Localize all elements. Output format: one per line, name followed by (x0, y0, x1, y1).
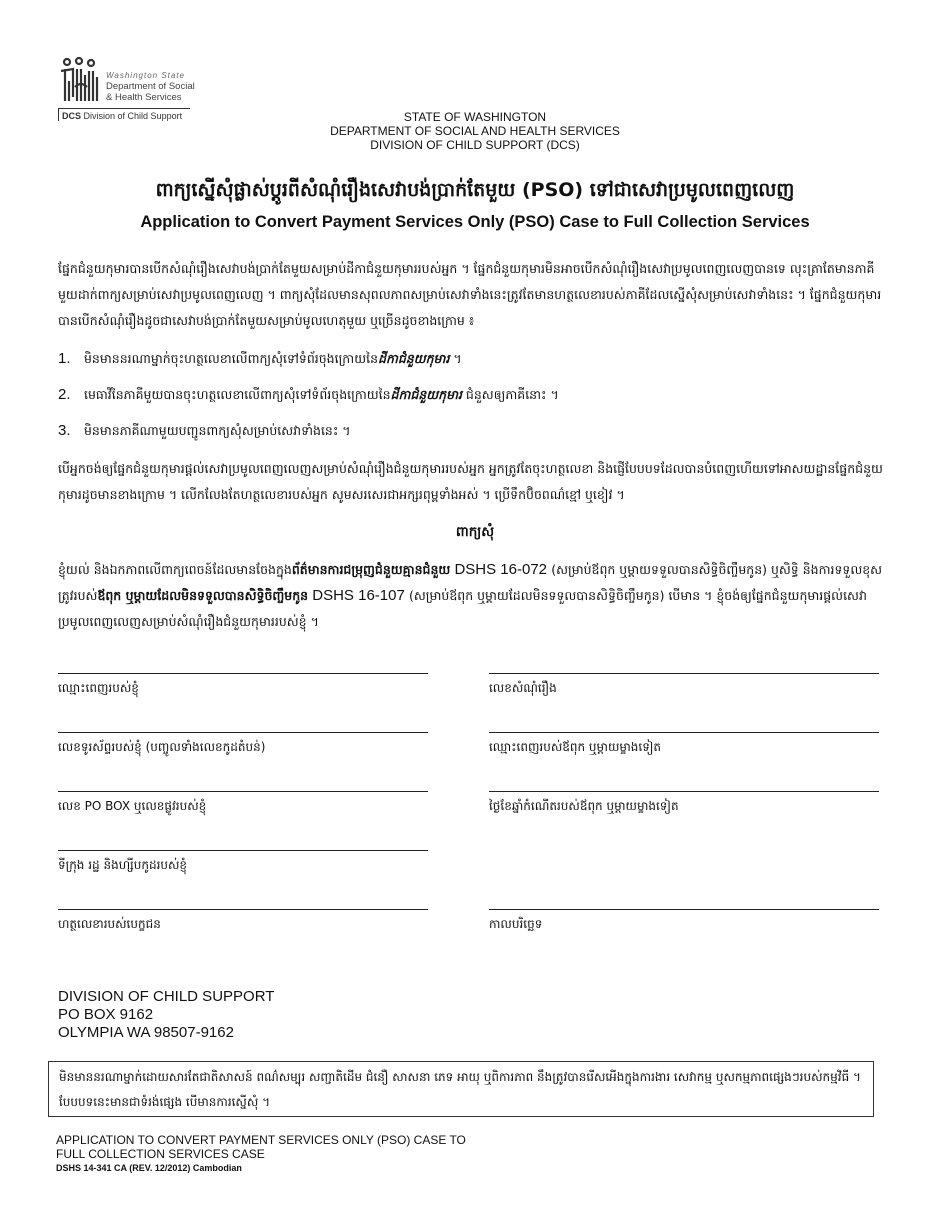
app-text-2: (សម្រាប់ឪពុក ឬម្តាយទទួលបានសិទ្ធិចិញ្ចឹមកូន) ឬសិទ្ធិ និងការទទួលខុសត្រូវរបស់ (58, 562, 883, 603)
date-label: កាលបរិច្ឆេទ (489, 917, 543, 931)
app-bold-2: ឪពុក ឬម្តាយដែលមិនទទួលបានសិទ្ធិចិញ្ចឹមកូន (97, 588, 309, 603)
logo-dept-line1: Department of Social (106, 81, 195, 92)
footer-line2: FULL COLLECTION SERVICES CASE (56, 1147, 265, 1161)
other-parent-name-field[interactable] (489, 732, 879, 757)
po-box-label: លេខ PO BOX ឬលេខផ្លូវរបស់ខ្ញុំ (58, 799, 207, 813)
list-number: 2. (58, 386, 71, 403)
full-name-field[interactable] (58, 673, 428, 698)
list-tail: ។ (449, 351, 462, 366)
form-code-2: DSHS 16-107 (308, 587, 409, 604)
po-box-field[interactable] (58, 791, 428, 816)
list-number: 3. (58, 422, 71, 439)
header-line2: DEPARTMENT OF SOCIAL AND HEALTH SERVICES (330, 124, 620, 138)
logo-dcs-name: Division of Child Support (83, 111, 183, 121)
intro-paragraph: ផ្នែកជំនួយកុមារបានបើកសំណុំរឿងសេវាបង់ប្រាក់តែមួយសម្រាប់ដីកាជំនួយកុមាររបស់អ្នក ។ ផ្នែកជំនួយកុមារមិនអាចបើកសំណុំរឿងសេវាប្រមូលពេញលេញបានទេ លុះត្រាតែមានភាគីមួយដាក់ពាក្យសម្រាប់សេវាប្រមូលពេញលេញ ។ ពាក្យសុំដែលមានសុពលភាពសម្រាប់សេវាទាំងនេះត្រូវតែមានហត្ថលេខារបស់ភាគីដែលស្នើសុំសម្រាប់សេវាទាំងនេះ ។ ផ្នែកជំនួយកុមារបានបើកសំណុំរឿងដូចជាសេវាបង់ប្រាក់តែមួយសម្រាប់មូលហេតុមួយ ឬច្រើនដូចខាងក្រោម ៖ (58, 261, 882, 328)
signature-label: ហត្ថលេខារបស់បេក្ខជន (58, 917, 161, 931)
logo-dept-line2: & Health Services (106, 92, 182, 103)
full-name-label: ឈ្មោះពេញរបស់ខ្ញុំ (58, 681, 139, 695)
app-bold-1: ព័ត៌មានការជម្រុញជំនួយគ្មានជំនួយ (291, 562, 451, 577)
address-line3: OLYMPIA WA 98507-9162 (58, 1024, 234, 1041)
address-line2: PO BOX 9162 (58, 1006, 154, 1023)
application-heading: ពាក្យសុំ (455, 524, 495, 540)
phone-label: លេខទូរស័ព្ទរបស់ខ្ញុំ (បញ្ចូលទាំងលេខកូដតំបន់) (58, 740, 266, 754)
logo-dcs-abbr: DCS (62, 111, 82, 121)
agency-header (0, 110, 950, 152)
title-khmer: ពាក្យស្នើសុំផ្លាស់ប្តូរពីសំណុំរឿងសេវាបង់ប្រាក់តែមួយ (PSO) ទៅជាសេវាប្រមូលពេញលេញ (155, 179, 795, 201)
nondiscrimination-notice: មិនមាននរណាម្នាក់ដោយសារតែជាតិសាសន៍ ពណ៌សម្បុរ សញ្ជាតិដើម ជំនឿ សាសនា ភេទ អាយុ ឬពិការភាព នឹងត្រូវបានរើសអើងក្នុងការងារ សេវាកម្ម ឬសកម្មភាពផ្សេងៗរបស់កម្មវិធី ។ បែបបទនេះមានជាទំរង់ផ្សេង បើមានការស្នើសុំ ។ (48, 1061, 874, 1117)
list-item (58, 350, 462, 370)
city-state-zip-field[interactable] (58, 850, 428, 875)
list-emphasis: ដីកាជំនួយកុមារ (390, 387, 462, 402)
app-text-1: ខ្ញុំយល់ និងឯកភាពលើពាក្យពេចន៍ដែលមានចែងក្នុង (58, 562, 292, 577)
phone-field[interactable] (58, 732, 428, 757)
list-text: មិនមានភាគីណាមួយបញ្ជូនពាក្យសុំសម្រាប់សេវាទាំងនេះ ។ (84, 423, 351, 438)
instructions-paragraph: បើអ្នកចង់ឲ្យផ្នែកជំនួយកុមារផ្តល់សេវាប្រមូលពេញលេញសម្រាប់សំណុំរឿងជំនួយកុមាររបស់អ្នក អ្នកត្រូវតែចុះហត្ថលេខា និងផ្ញើបែបបទដែលបានបំពេញហើយទៅអាសយដ្ឋានផ្នែកជំនួយកុមារដូចមានខាងក្រោម ។ លើកលែងតែហត្ថលេខារបស់អ្នក សូមសរសេរជាអក្សរពុម្ពទាំងអស់ ។ ប្រើទឹកប៊ិចពណ៌ខ្មៅ ឬខៀវ ។ (58, 461, 883, 502)
list-text: មេធាវីនៃភាគីមួយបានចុះហត្ថលេខាលើពាក្យសុំទៅទំព័រចុងក្រោយនៃ (84, 387, 391, 402)
list-number: 1. (58, 350, 71, 367)
case-number-label: លេខសំណុំរឿង (489, 681, 557, 695)
logo-text (106, 70, 195, 103)
list-tail: ជំនួសឲ្យភាគីនោះ ។ (461, 387, 559, 402)
title-english: Application to Convert Payment Services Only (PSO) Case to Full Collection Services (140, 213, 810, 231)
list-item (58, 386, 559, 406)
list-emphasis: ដីកាជំនួយកុមារ (378, 351, 450, 366)
case-number-field[interactable] (489, 673, 879, 698)
footer-line1: APPLICATION TO CONVERT PAYMENT SERVICES ONLY (PSO) CASE TO (56, 1133, 466, 1147)
app-text-3: (សម្រាប់ឪពុក ឬម្តាយដែលមិនទទួលបានសិទ្ធិចិញ្ចឹមកូន) បើមាន ។ ខ្ញុំចង់ឲ្យផ្នែកជំនួយកុមារផ្តល់សេវាប្រមូលពេញលេញសម្រាប់សំណុំរឿងជំនួយកុមាររបស់ខ្ញុំ ។ (58, 588, 867, 629)
mailing-address (58, 988, 274, 1042)
form-code: DSHS 14-341 CA (REV. 12/2012) Cambodian (56, 1163, 242, 1173)
form-footer (56, 1133, 466, 1175)
address-line1: DIVISION OF CHILD SUPPORT (58, 988, 275, 1005)
form-code-1: DSHS 16-072 (450, 561, 552, 578)
header-line1: STATE OF WASHINGTON (403, 110, 547, 124)
family-icon (57, 57, 103, 105)
application-paragraph (58, 557, 886, 635)
list-text: មិនមាននរណាម្នាក់ចុះហត្ថលេខាលើពាក្យសុំទៅទំព័រចុងក្រោយនៃ (84, 351, 379, 366)
logo-state: Washington State (106, 71, 186, 80)
other-parent-dob-label: ថ្ងៃខែឆ្នាំកំណើតរបស់ឪពុក ឬម្តាយម្ខាងទៀត (489, 799, 679, 813)
city-state-zip-label: ទីក្រុង រដ្ឋ និងហ្សីបកូដរបស់ខ្ញុំ (58, 858, 188, 872)
header-line3: DIVISION OF CHILD SUPPORT (DCS) (370, 138, 580, 152)
other-parent-name-label: ឈ្មោះពេញរបស់ឪពុក ឬម្តាយម្ខាងទៀត (489, 740, 662, 754)
date-field[interactable] (489, 909, 879, 934)
list-item (58, 422, 351, 442)
signature-field[interactable] (58, 909, 428, 934)
other-parent-dob-field[interactable] (489, 791, 879, 816)
